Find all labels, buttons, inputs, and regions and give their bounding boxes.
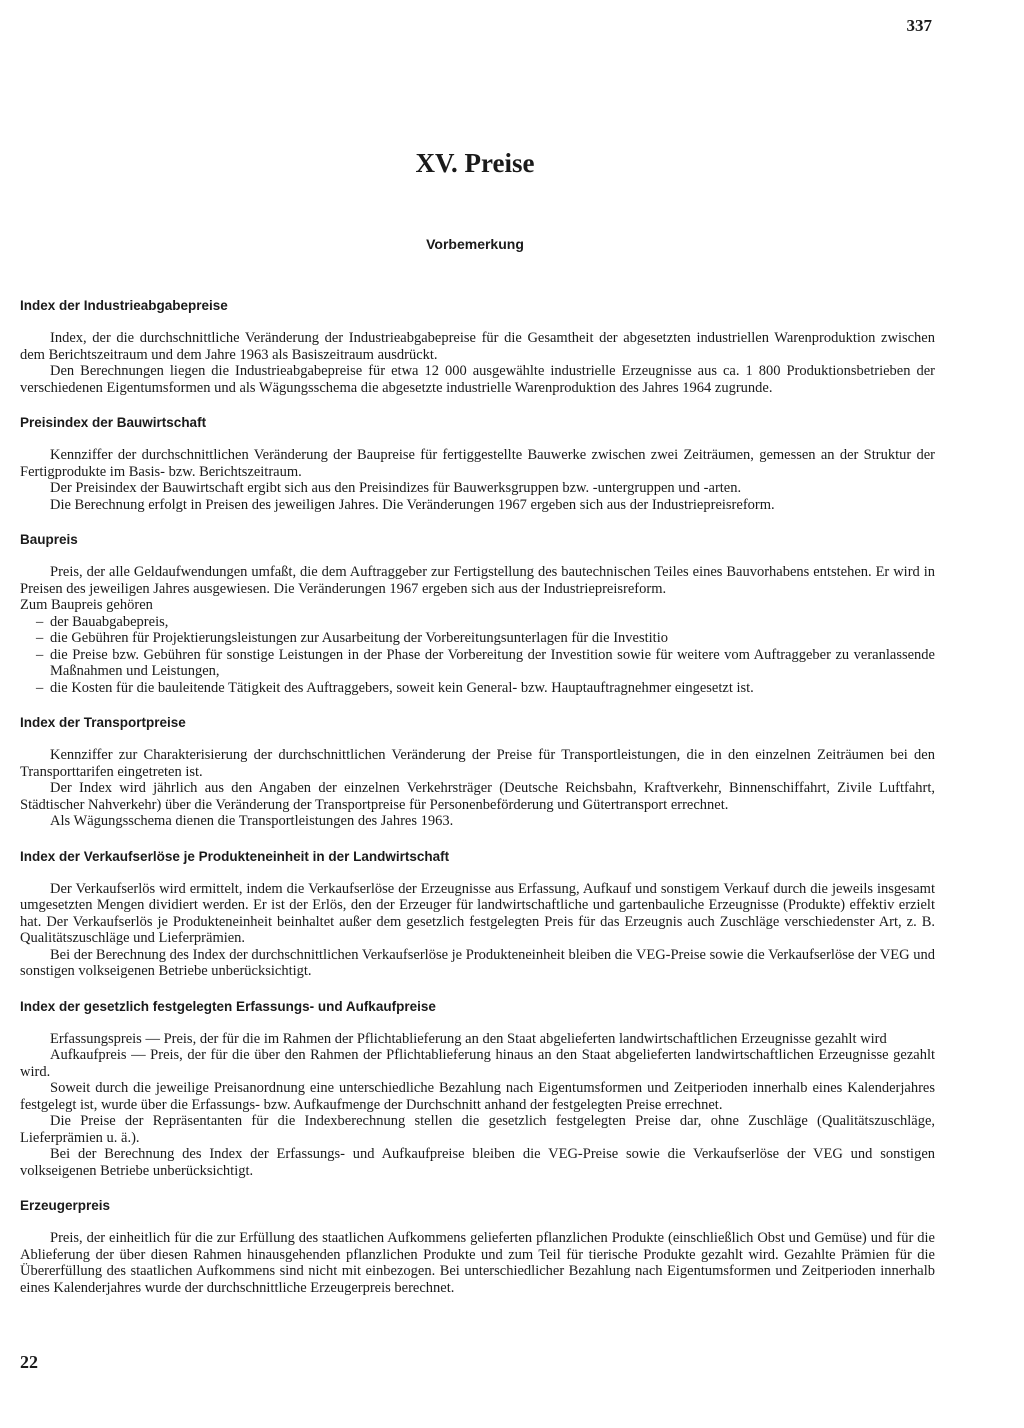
paragraph: Der Index wird jährlich aus den Angaben der einzelnen Verkehrsträger (Deutsche Reichsbahn, Kraftverkehr, Binnenschiffahrt, Zivile Luftfahrt, Städtischer Nahverkehr) über die Veränderung der Transportpreise für Personenbeförderung und Gütertransport errechnet. [20, 780, 935, 813]
paragraph: Preis, der einheitlich für die zur Erfüllung des staatlichen Aufkommens gelieferten pflanzlichen Produkte (einschließlich Obst und Gemüse) und für die Ablieferung der über diesen Rahmen hinausgehenden pflanzlichen Produkte und zum Teil für tierische Produkte gezahlt wird. Gezahlte Prämien für die Übererfüllung des staatlichen Aufkommens sind nicht mit einbezogen. Bei unterschiedlicher Bezahlung nach Eigentumsformen und Zeitperioden innerhalb eines Kalenderjahres wurde der durchschnittliche Erzeugerpreis berechnet. [20, 1230, 935, 1296]
paragraph: Die Berechnung erfolgt in Preisen des jeweiligen Jahres. Die Veränderungen 1967 ergeben sich aus der Industriepreisreform. [50, 496, 775, 513]
paragraph: Bei der Berechnung des Index der durchschnittlichen Verkaufserlöse je Produkteneinheit bleiben die VEG-Preise sowie die Verkaufserlöse der VEG und sonstigen volkseigenen Betriebe unberücksichtigt. [20, 946, 935, 979]
paragraph: Kennziffer zur Charakterisierung der durchschnittlichen Veränderung der Preise für Transportleistungen, die in den einzelnen Zeiträumen bei den Transporttarifen eingetreten ist. [20, 747, 935, 780]
paragraph: Erfassungspreis — Preis, der für die im Rahmen der Pflichtablieferung an den Staat abgelieferten landwirtschaftlichen Erzeugnisse gezahlt wird [50, 1030, 887, 1047]
paragraph: Preis, der alle Geldaufwendungen umfaßt, die dem Auftraggeber zur Fertigstellung des bautechnischen Teiles eines Bauvorhabens entstehen. Er wird in Preisen des jeweiligen Jahres ausgewiesen. Die Veränderungen 1967 ergeben sich aus der Industriepreisreform. [20, 564, 935, 597]
paragraph: Als Wägungsschema dienen die Transportleistungen des Jahres 1963. [50, 813, 454, 829]
list-item-text: die Kosten für die bauleitende Tätigkeit des Auftraggebers, soweit kein General- bzw. Hauptauftragnehmer eingesetzt ist. [50, 679, 754, 696]
dash-marker: – [36, 646, 44, 663]
chapter-title: XV. Preise [415, 148, 535, 178]
dash-marker: – [36, 613, 44, 630]
section-heading: Erzeugerpreis [20, 1198, 111, 1213]
page-number: 337 [906, 16, 932, 35]
section-bauwirtschaft [20, 415, 935, 513]
paragraph: Soweit durch die jeweilige Preisanordnung eine unterschiedliche Bezahlung nach Eigentumsformen und Zeitperioden innerhalb eines Kalenderjahres festgelegt ist, wurde über die Erfassungs- bzw. Aufkaufmenge der Durchschnitt anhand der festgelegten Preise errechnet. [20, 1080, 935, 1113]
list-item-text: die Gebühren für Projektierungsleistungen zur Ausarbeitung der Vorbereitungsunterlagen für die Investitio [50, 630, 668, 646]
section-heading: Index der gesetzlich festgelegten Erfassungs- und Aufkaufpreise [20, 998, 436, 1014]
section-heading: Preisindex der Bauwirtschaft [20, 415, 207, 430]
paragraph: Aufkaufpreis — Preis, der für die über den Rahmen der Pflichtablieferung hinaus an den Staat abgelieferten landwirtschaftlichen Erzeugnisse gezahlt wird. [20, 1047, 935, 1080]
section-transportpreise [20, 715, 935, 830]
paragraph: Kennziffer der durchschnittlichen Veränderung der Baupreise für fertiggestellte Bauwerke zwischen zwei Zeiträumen, gemessen an der Struktur der Fertigprodukte im Basis- bzw. Berichtszeitraum. [20, 447, 935, 480]
list-item-text: die Preise bzw. Gebühren für sonstige Leistungen in der Phase der Vorbereitung der Investition sowie für weitere vom Auftraggeber zu veranlassende Maßnahmen und Leistungen, [50, 646, 935, 679]
section-heading: Index der Industrieabgabepreise [20, 298, 228, 313]
paragraph: Bei der Berechnung des Index der Erfassungs- und Aufkaufpreise bleiben die VEG-Preise sowie die Verkaufserlöse der VEG und sonstigen volkseigenen Betriebe unberücksichtigt. [20, 1146, 935, 1179]
paragraph: Index, der die durchschnittliche Veränderung der Industrieabgabepreise für die Gesamtheit der abgesetzten industriellen Warenproduktion zwischen dem Berichtszeitraum und dem Jahre 1963 als Basiszeitraum ausdrückt. [20, 330, 935, 363]
section-erzeugerpreis [20, 1198, 935, 1296]
document-body [20, 298, 935, 1315]
list-item [20, 647, 935, 680]
section-verkaufserloese [20, 849, 935, 980]
footer-number: 22 [20, 1352, 38, 1372]
section-heading: Baupreis [20, 532, 78, 547]
section-heading: Index der Transportpreise [20, 715, 186, 730]
paragraph: Den Berechnungen liegen die Industrieabgabepreise für etwa 12 000 ausgewählte industrielle Erzeugnisse aus ca. 1 800 Produktionsbetrieben der verschiedenen Eigentumsformen und als Wägungsschema die abgesetzte industrielle Warenproduktion des Jahres 1964 zugrunde. [20, 363, 935, 396]
list-item [20, 680, 935, 697]
paragraph: Der Verkaufserlös wird ermittelt, indem die Verkaufserlöse der Erzeugnisse aus Erfassung, Aufkauf und sonstigem Verkauf durch die jeweils insgesamt umgesetzten Mengen dividiert werden. Er ist der Erlös, den der Erzeuger für landwirtschaftliche und gartenbauliche Erzeugnisse (Produkte) effektiv erzielt hat. Der Verkaufserlös je Produkteneinheit beinhaltet außer dem gesetzlich festgelegten Preis für das Erzeugnis auch Zuschläge verschiedenster Art, z. B. Qualitätszuschläge und Lieferprämien. [20, 880, 935, 946]
section-heading: Index der Verkaufserlöse je Produkteneinheit in der Landwirtschaft [20, 848, 450, 864]
list-intro: Zum Baupreis gehören [20, 597, 153, 613]
paragraph: Die Preise der Repräsentanten für die Indexberechnung stellen die gesetzlich festgelegten Preise dar, ohne Zuschläge (Qualitätszuschläge, Lieferprämien u. ä.). [20, 1113, 935, 1146]
dash-marker: – [36, 630, 44, 646]
list-item [20, 630, 935, 647]
dash-marker: – [36, 679, 44, 696]
section-industrieabgabepreise [20, 298, 935, 396]
section-erfassungs-aufkaufpreise [20, 999, 935, 1180]
paragraph: Der Preisindex der Bauwirtschaft ergibt sich aus den Preisindizes für Bauwerksgruppen bzw. -untergruppen und -arten. [50, 480, 742, 496]
section-subtitle: Vorbemerkung [426, 236, 524, 252]
section-baupreis [20, 532, 935, 696]
list-item-text: der Bauabgabepreis, [50, 613, 169, 630]
bullet-list [20, 614, 935, 697]
list-item [20, 614, 935, 631]
